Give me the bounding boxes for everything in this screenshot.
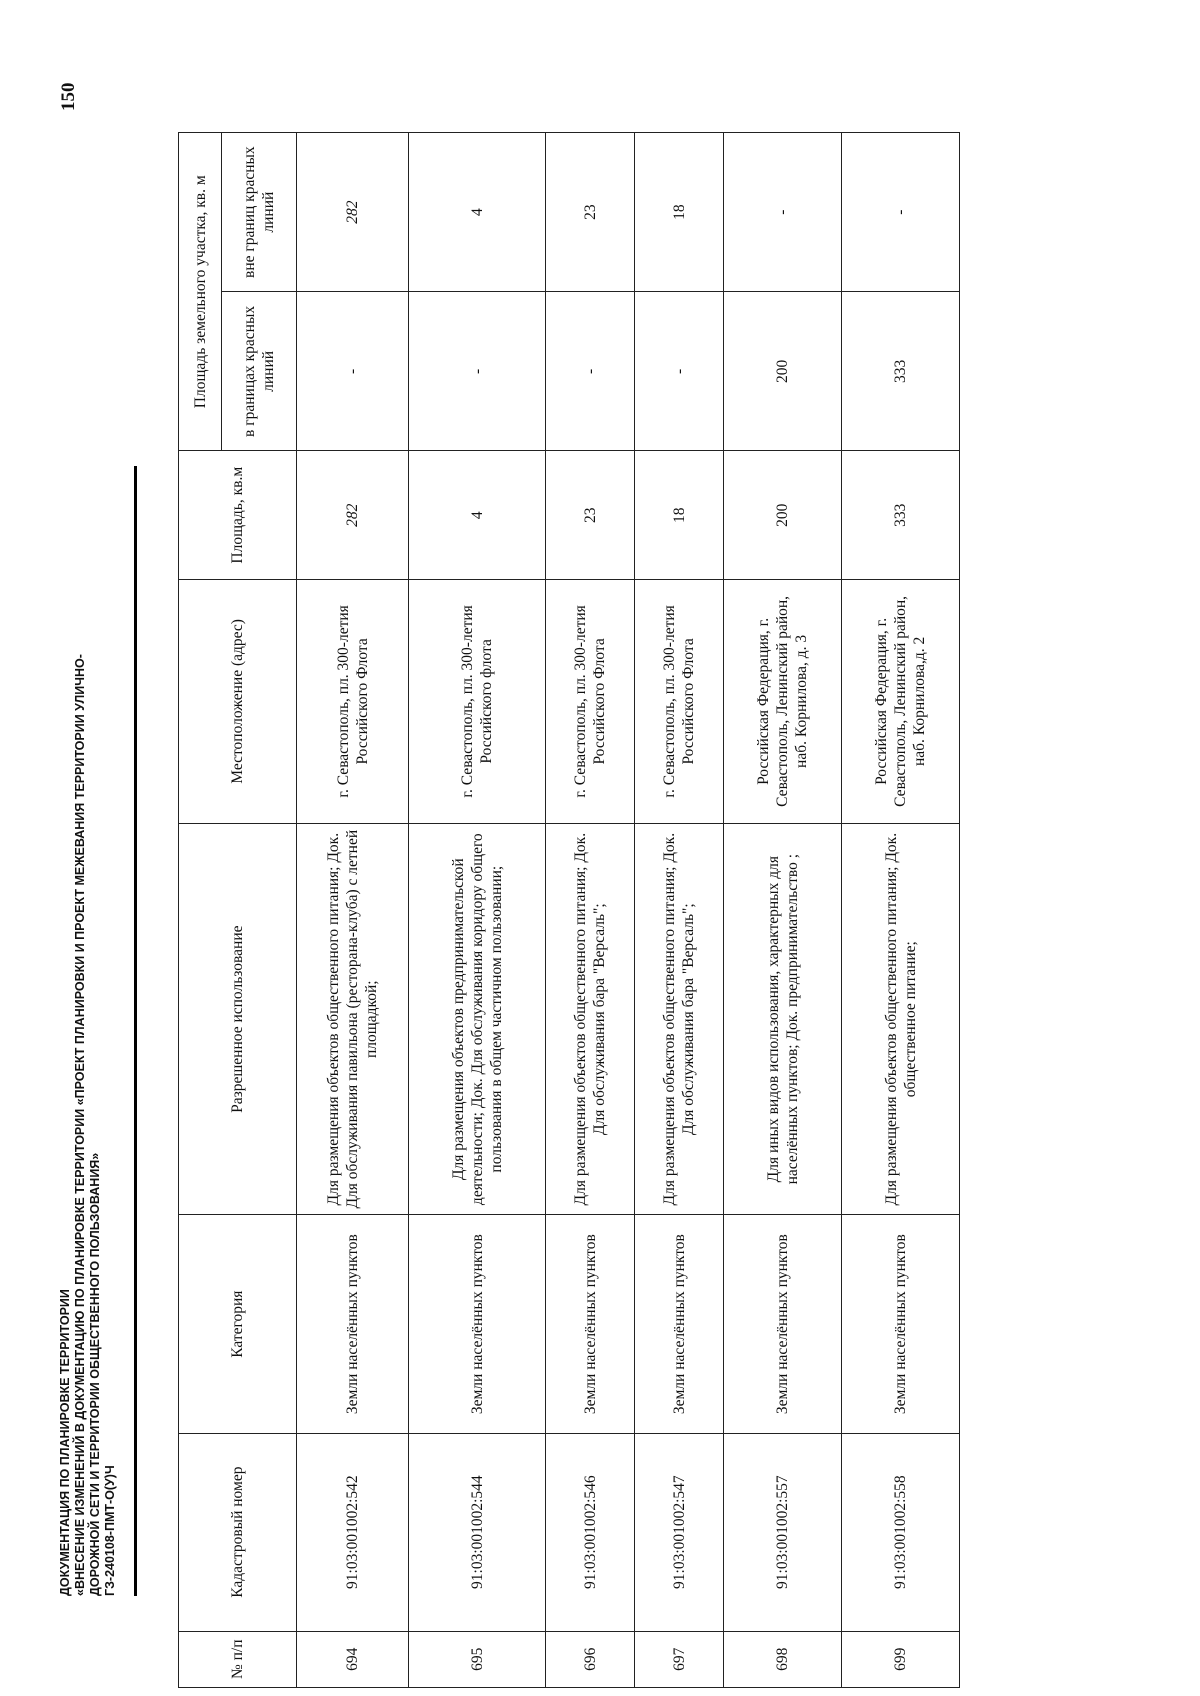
- cell-category: Земли населённых пунктов: [635, 1215, 724, 1433]
- header-area: Площадь, кв.м: [179, 451, 297, 579]
- cell-location: г. Севастополь, пл. 300-летия Российского флота: [409, 579, 546, 823]
- cell-outside: 18: [635, 133, 724, 292]
- cell-num: 698: [724, 1631, 842, 1687]
- document-header: [58, 396, 118, 1596]
- cell-location: Российская Федерация, г. Севастополь, Ленинский район, наб. Корнилова,д. 2: [842, 579, 960, 823]
- cell-location: г. Севастополь, пл. 300-летия Российского Флота: [635, 579, 724, 823]
- land-plots-table: [178, 132, 960, 1688]
- table-row: [297, 133, 409, 1688]
- cell-usage: Для размещения объектов общественного питания; Док. Для обслуживания павильона (ресторана-клуба) с летней площадкой;: [297, 823, 409, 1215]
- cell-outside: 282: [297, 133, 409, 292]
- table-row: [842, 133, 960, 1688]
- cell-outside: 4: [409, 133, 546, 292]
- header-line-3: ДОРОЖНОЙ СЕТИ И ТЕРРИТОРИИ ОБЩЕСТВЕННОГО ПОЛЬЗОВАНИЯ»: [88, 1152, 102, 1596]
- cell-num: 697: [635, 1631, 724, 1687]
- cell-inside: -: [546, 292, 635, 451]
- table-row: [635, 133, 724, 1688]
- cell-area: 4: [409, 451, 546, 579]
- cell-cadastral: 91:03:001002:547: [635, 1433, 724, 1631]
- cell-inside: 333: [842, 292, 960, 451]
- cell-num: 695: [409, 1631, 546, 1687]
- cell-area: 18: [635, 451, 724, 579]
- cell-outside: -: [842, 133, 960, 292]
- header-usage: Разрешенное использование: [179, 823, 297, 1215]
- table-header-row-1: [179, 133, 222, 1688]
- header-line-2: «ВНЕСЕНИЕ ИЗМЕНЕНИЙ В ДОКУМЕНТАЦИЮ ПО ПЛАНИРОВКЕ ТЕРРИТОРИИ «ПРОЕКТ ПЛАНИРОВКИ И ПРОЕКТ МЕЖЕВАНИЯ ТЕРРИТОРИИ УЛИЧНО-: [73, 654, 87, 1596]
- table-row: [724, 133, 842, 1688]
- cell-num: 694: [297, 1631, 409, 1687]
- cell-area: 200: [724, 451, 842, 579]
- cell-usage: Для размещения объектов общественного питания; Док. общественное питание;: [842, 823, 960, 1215]
- cell-cadastral: 91:03:001002:557: [724, 1433, 842, 1631]
- cell-location: г. Севастополь, пл. 300-летия Российского Флота: [297, 579, 409, 823]
- cell-inside: -: [635, 292, 724, 451]
- cell-category: Земли населённых пунктов: [842, 1215, 960, 1433]
- cell-outside: -: [724, 133, 842, 292]
- cell-category: Земли населённых пунктов: [546, 1215, 635, 1433]
- cell-usage: Для размещения объектов общественного питания; Док. Для обслуживания бара "Версаль";: [546, 823, 635, 1215]
- header-num: № п/п: [179, 1631, 297, 1687]
- cell-usage: Для иных видов использования, характерных для населённых пунктов; Док. предпринимательство ;: [724, 823, 842, 1215]
- table-row: [546, 133, 635, 1688]
- cell-inside: -: [297, 292, 409, 451]
- cell-num: 699: [842, 1631, 960, 1687]
- header-outside-red-lines: вне границ красных линий: [222, 133, 297, 292]
- table-row: [409, 133, 546, 1688]
- cell-usage: Для размещения объектов предпринимательской деятельности; Док. Для обслуживания коридору общего пользования в общем частичном пользовании;: [409, 823, 546, 1215]
- cell-cadastral: 91:03:001002:558: [842, 1433, 960, 1631]
- page-number: 150: [58, 82, 79, 111]
- cell-outside: 23: [546, 133, 635, 292]
- header-location: Местоположение (адрес): [179, 579, 297, 823]
- cell-inside: 200: [724, 292, 842, 451]
- cell-category: Земли населённых пунктов: [724, 1215, 842, 1433]
- cell-area: 23: [546, 451, 635, 579]
- cell-cadastral: 91:03:001002:546: [546, 1433, 635, 1631]
- header-land-area: Площадь земельного участка, кв. м: [179, 133, 222, 452]
- header-cadastral: Кадастровый номер: [179, 1433, 297, 1631]
- cell-num: 696: [546, 1631, 635, 1687]
- header-inside-red-lines: в границах красных линий: [222, 292, 297, 451]
- cell-category: Земли населённых пунктов: [297, 1215, 409, 1433]
- cell-location: Российская Федерация, г. Севастополь, Ленинский район, наб. Корнилова, д. 3: [724, 579, 842, 823]
- header-category: Категория: [179, 1215, 297, 1433]
- header-line-1: ДОКУМЕНТАЦИЯ ПО ПЛАНИРОВКЕ ТЕРРИТОРИИ: [58, 1289, 72, 1596]
- cell-cadastral: 91:03:001002:542: [297, 1433, 409, 1631]
- cell-inside: -: [409, 292, 546, 451]
- cell-category: Земли населённых пунктов: [409, 1215, 546, 1433]
- cell-cadastral: 91:03:001002:544: [409, 1433, 546, 1631]
- cell-area: 282: [297, 451, 409, 579]
- header-divider: [134, 466, 137, 1596]
- cell-area: 333: [842, 451, 960, 579]
- header-line-4: ГЗ-240108-ПМТ-О(У)Ч: [103, 1465, 117, 1596]
- cell-usage: Для размещения объектов общественного питания; Док. Для обслуживания бара "Версаль";: [635, 823, 724, 1215]
- cell-location: г. Севастополь, пл. 300-летия Российского Флота: [546, 579, 635, 823]
